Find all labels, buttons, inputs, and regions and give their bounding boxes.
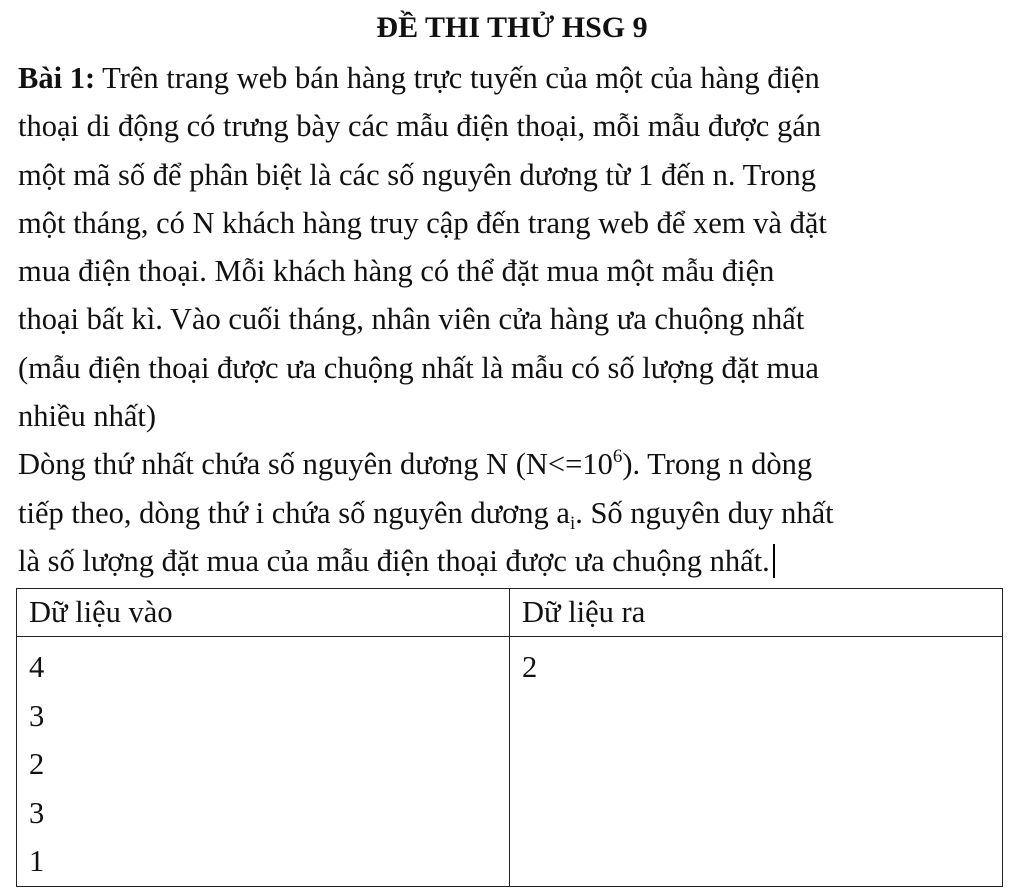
input-value: 3 <box>29 795 45 830</box>
input-value: 4 <box>29 650 45 684</box>
input-column-header: Dữ liệu vào <box>17 589 510 637</box>
input-value: 3 <box>29 698 45 733</box>
input-description-tail: ). Trong n dòng <box>622 447 813 482</box>
example-table <box>16 588 1003 887</box>
statement-line: (mẫu điện thoại được ưa chuộng nhất là mẫu có số lượng đặt mua <box>18 350 819 385</box>
input-description-text: Dòng thứ nhất chứa số nguyên dương N (N<=10 <box>18 447 613 482</box>
problem-statement <box>18 54 1008 585</box>
output-column-header: Dữ liệu ra <box>510 589 1003 637</box>
input-description-tail: . Số nguyên duy nhất <box>575 495 834 530</box>
input-description-line <box>18 440 1008 488</box>
statement-line: nhiều nhất) <box>18 399 157 434</box>
statement-line: thoại di động có trưng bày các mẫu điện thoại, mỗi mẫu được gán <box>18 109 822 144</box>
input-cell <box>17 637 510 887</box>
table-header-row <box>17 589 1003 637</box>
exponent: 6 <box>612 446 623 468</box>
statement-line: mua điện thoại. Mỗi khách hàng có thể đặt mua một mẫu điện <box>18 254 775 289</box>
input-description-line <box>18 489 1008 537</box>
input-value: 2 <box>29 747 45 781</box>
output-description-text: là số lượng đặt mua của mẫu điện thoại được ưa chuộng nhất. <box>18 543 770 578</box>
input-value: 1 <box>29 844 45 878</box>
table-row <box>17 637 1003 887</box>
output-value: 2 <box>522 650 538 684</box>
output-description-line <box>18 537 1008 585</box>
output-cell <box>510 637 1003 887</box>
problem-label: Bài 1: <box>18 61 96 95</box>
statement-line: một mã số để phân biệt là các số nguyên dương từ 1 đến n. Trong <box>18 157 817 192</box>
subscript: i <box>569 512 576 534</box>
statement-line: thoại bất kì. Vào cuối tháng, nhân viên cửa hàng ưa chuộng nhất <box>18 302 805 337</box>
statement-line <box>18 54 1008 102</box>
input-description-text: tiếp theo, dòng thứ i chứa số nguyên dương a <box>18 495 570 530</box>
document-title: ĐỀ THI THỬ HSG 9 <box>376 11 648 44</box>
text-cursor <box>773 544 775 578</box>
statement-line: một tháng, có N khách hàng truy cập đến trang web để xem và đặt <box>18 205 827 240</box>
statement-text: Trên trang web bán hàng trực tuyến của một của hàng điện <box>95 61 820 95</box>
